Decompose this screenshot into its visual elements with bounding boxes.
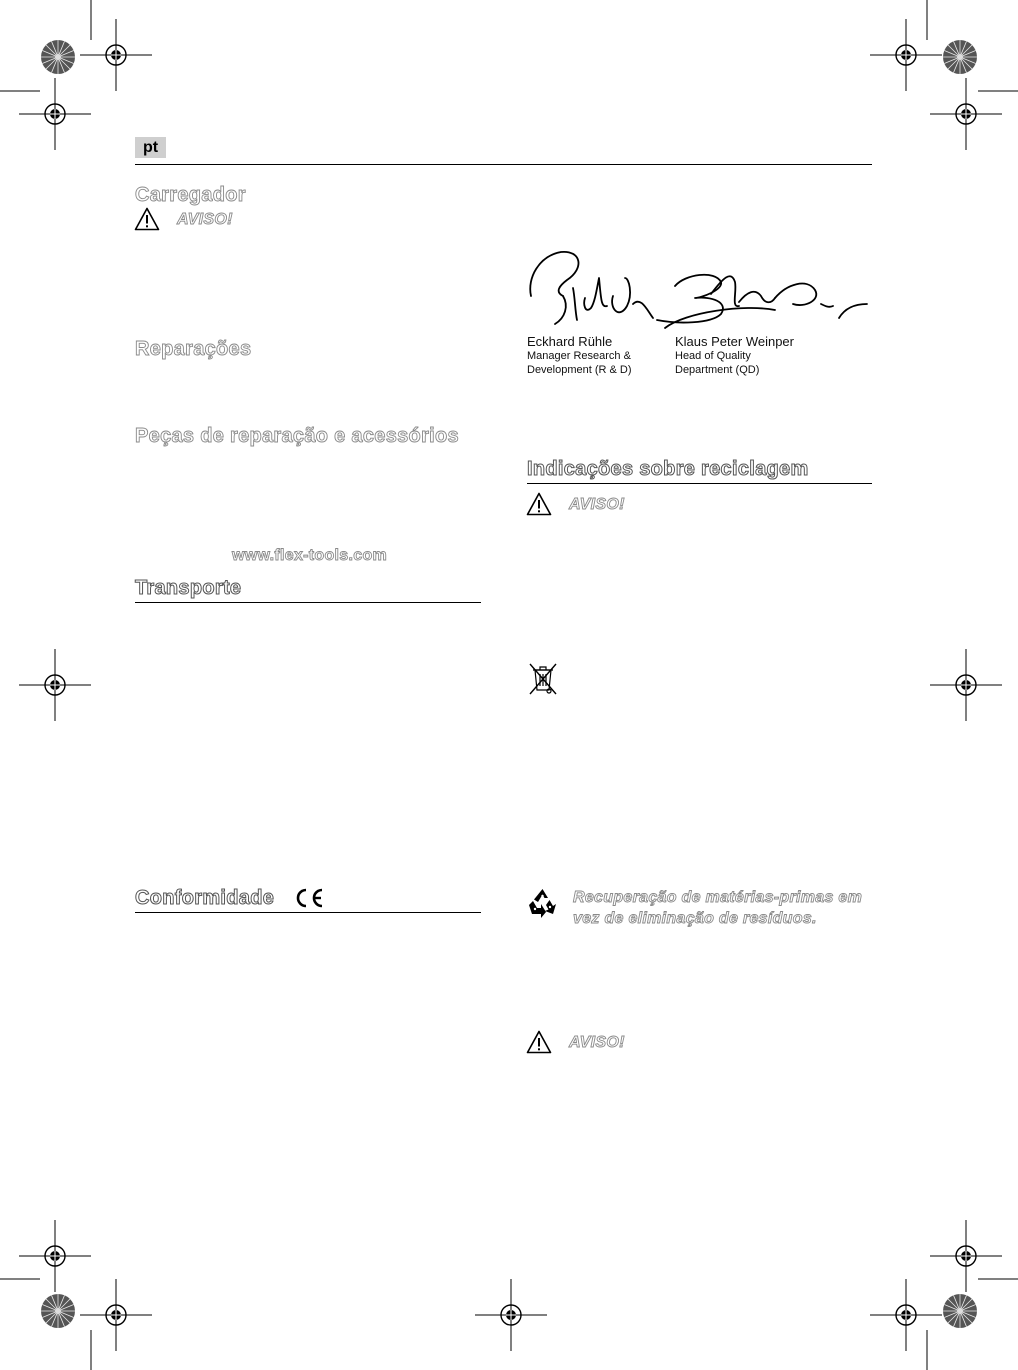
svg-text:CE: CE (293, 887, 295, 888)
second-warning: AVISO! (569, 1034, 625, 1051)
registration-mark-icon (80, 1279, 152, 1351)
warning-triangle-icon (526, 492, 552, 516)
language-tag: pt (135, 137, 166, 158)
warning-triangle-icon (526, 1030, 552, 1054)
registration-mark-icon (930, 78, 1002, 150)
header-rule (135, 164, 872, 165)
recovery-text-line: Recuperação de matérias-primas em (573, 889, 863, 906)
registration-mark-icon (80, 19, 152, 91)
signature-graphic (525, 248, 870, 330)
ce-mark-icon (293, 887, 325, 909)
registration-mark-icon (870, 19, 942, 91)
registration-mark-icon (19, 649, 91, 721)
transport-rule (135, 602, 481, 603)
warning-triangle-icon (134, 207, 160, 231)
signatory-name: Klaus Peter Weinper (675, 334, 794, 349)
recycling-warning: AVISO! (569, 496, 625, 513)
recycling-rule (527, 483, 872, 484)
color-wheel-icon (41, 1294, 75, 1328)
color-wheel-icon (41, 40, 75, 74)
registration-mark-icon (19, 1220, 91, 1292)
parts-heading: Peças de reparação e acessórios (135, 425, 459, 447)
website-link[interactable]: www.flex-tools.com (232, 547, 388, 564)
repairs-heading: Reparações (135, 338, 252, 360)
registration-mark-icon (475, 1279, 547, 1351)
crossed-bin-icon (528, 662, 558, 696)
transport-heading: Transporte (135, 577, 242, 599)
color-wheel-icon (943, 1294, 977, 1328)
signatory-title: Head of Quality (675, 350, 751, 362)
charger-heading: Carregador (135, 184, 246, 206)
charger-warning: AVISO! (177, 211, 233, 228)
signatory-title: Development (R & D) (527, 364, 632, 376)
registration-mark-icon (930, 649, 1002, 721)
color-wheel-icon (943, 40, 977, 74)
conformity-rule (135, 912, 481, 913)
signatory-title: Manager Research & (527, 350, 631, 362)
recycling-heading: Indicações sobre reciclagem (527, 458, 809, 480)
signatory-name: Eckhard Rühle (527, 334, 613, 349)
registration-mark-icon (19, 78, 91, 150)
conformity-heading: Conformidade (135, 887, 275, 909)
signatory-title: Department (QD) (675, 364, 760, 376)
recycle-icon (525, 887, 560, 920)
recovery-text-line: vez de eliminação de resíduos. (573, 910, 817, 927)
registration-mark-icon (930, 1220, 1002, 1292)
registration-mark-icon (870, 1279, 942, 1351)
